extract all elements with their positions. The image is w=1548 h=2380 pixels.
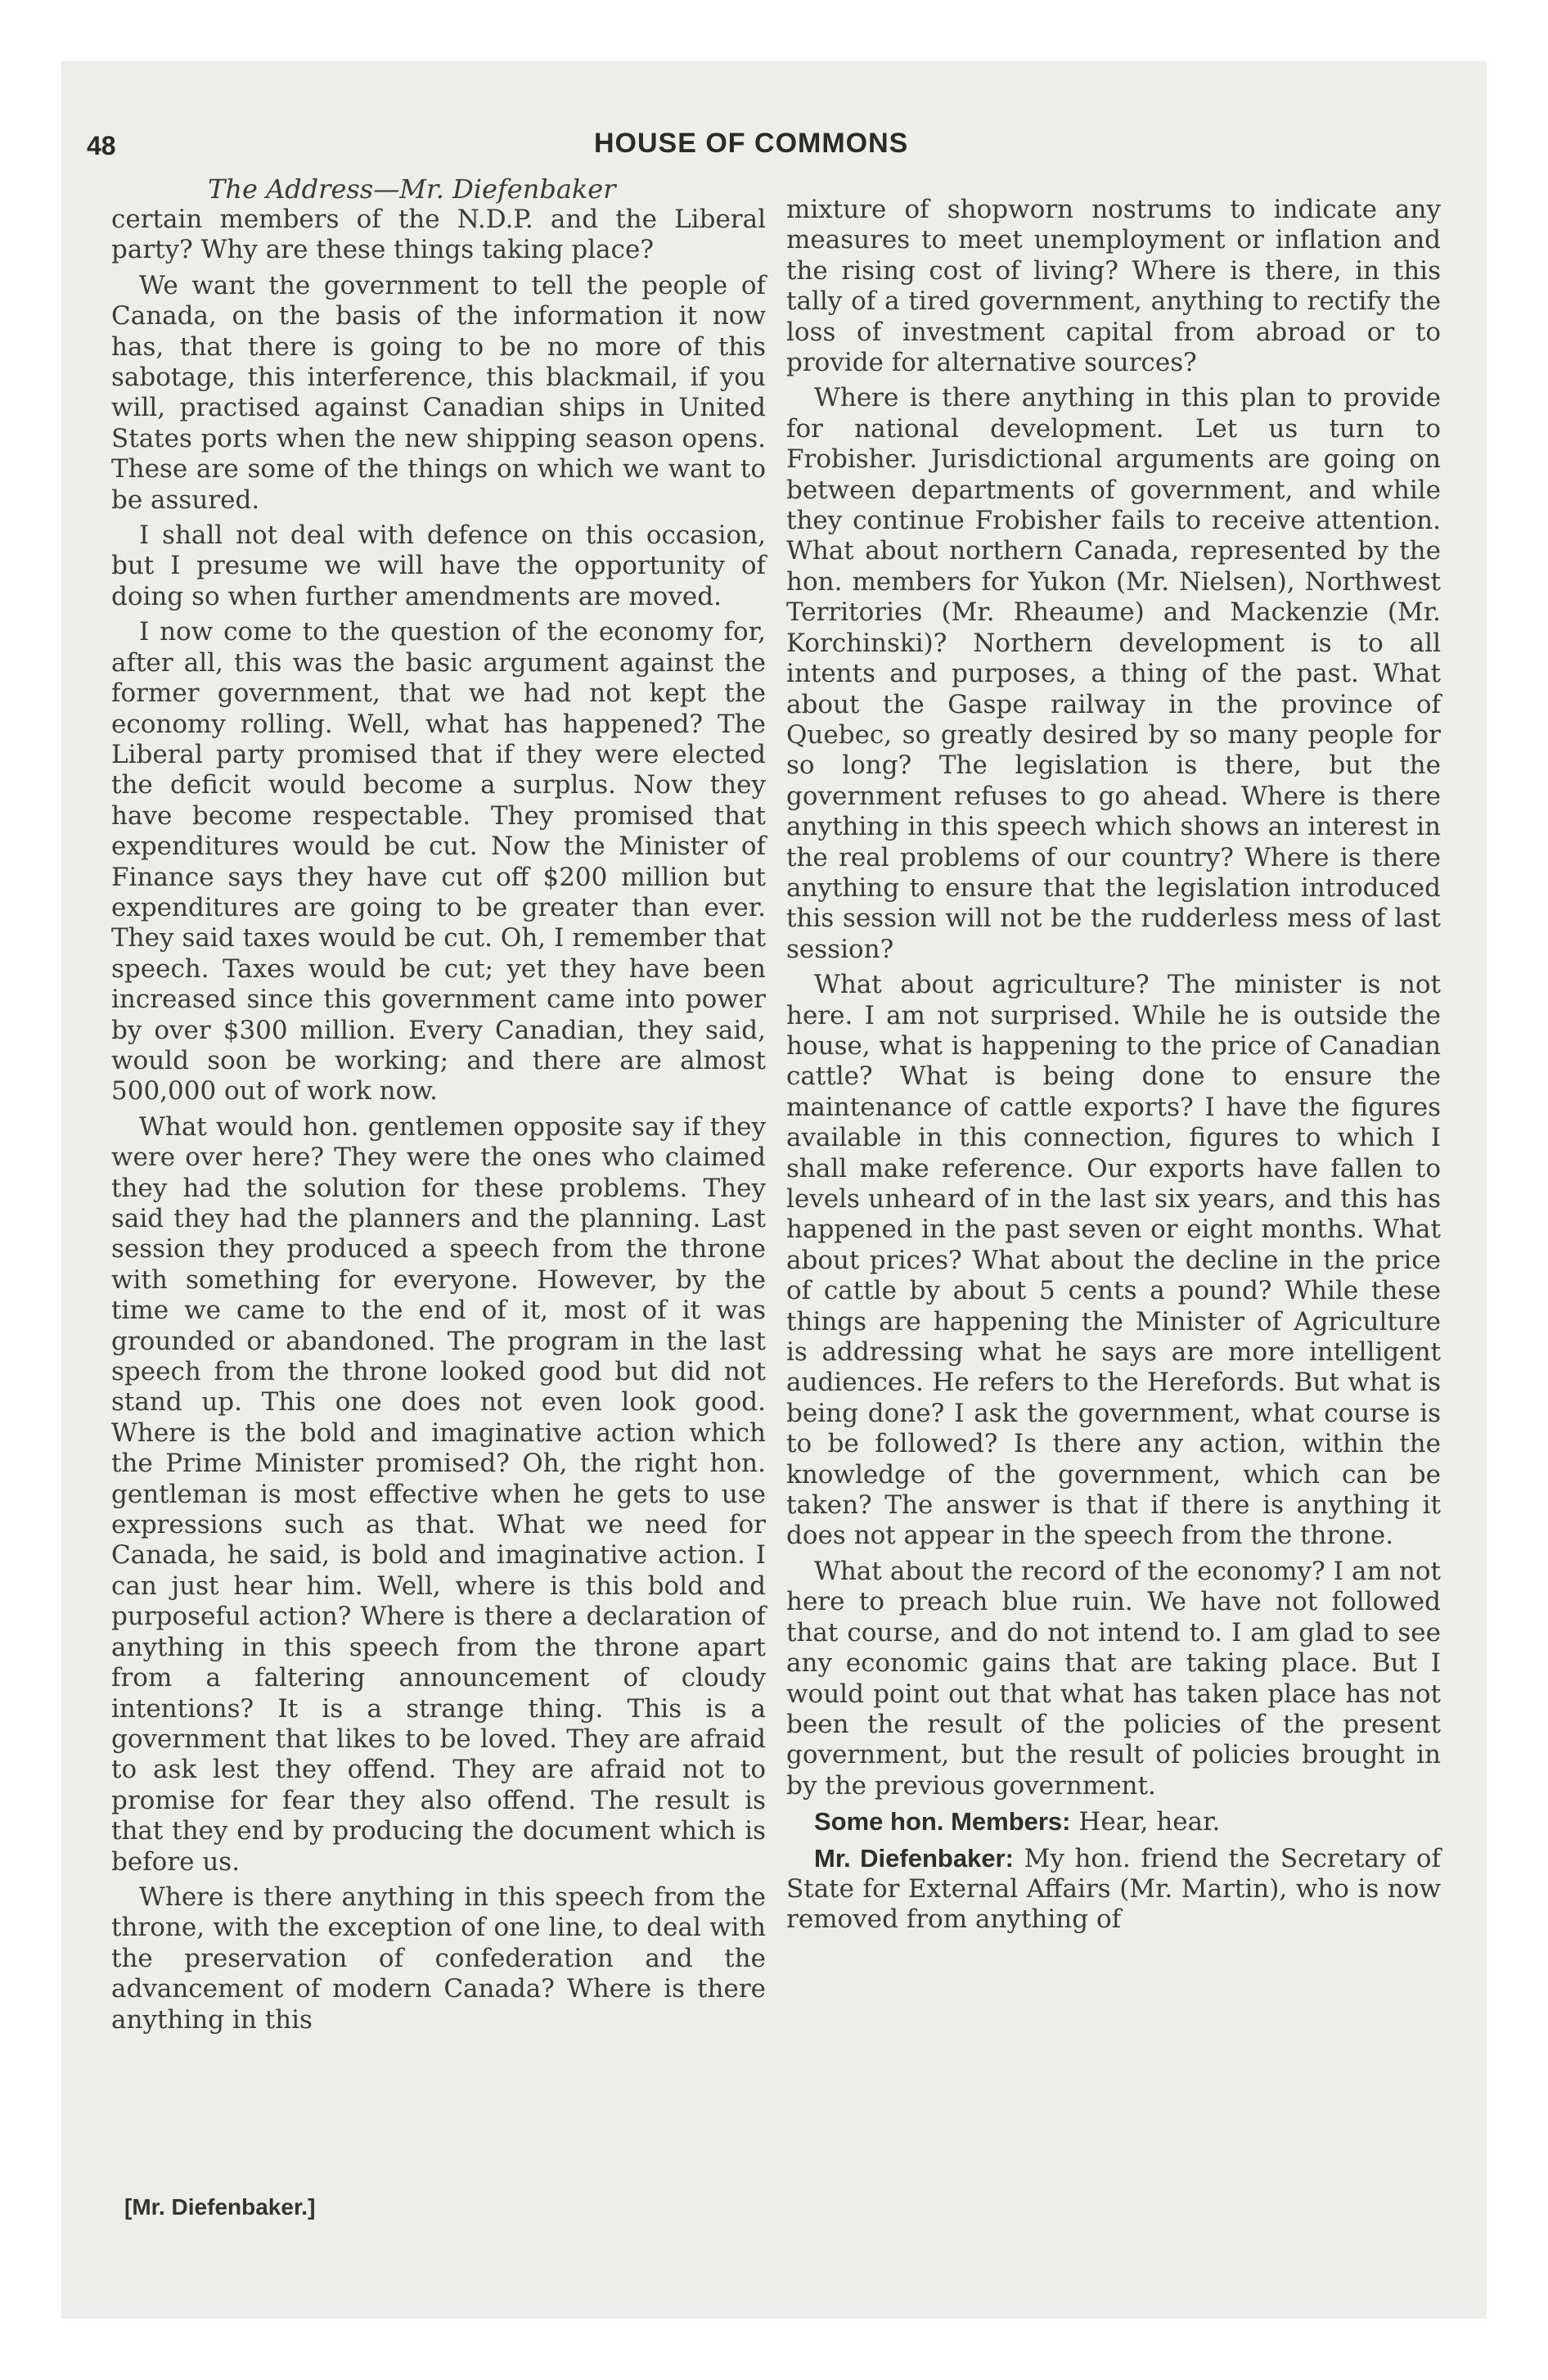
speaker-label: Mr. Diefenbaker:: [814, 1843, 1014, 1873]
running-head: HOUSE OF COMMONS: [594, 128, 909, 159]
paragraph: What about the record of the economy? I am not here to preach blue ruin. We have not followed that course, and do not intend to. I am glad to see any economic gains that are taking place. But I would point out that what has taken place has not been the result of the policies of the present government, but the result of policies brought in by the previous government.: [786, 1556, 1441, 1801]
paragraph: What would hon. gentlemen opposite say if they were over here? They were the ones who claimed they had the solution for these problems. They said they had the planners and the planning. Last session they produced a speech from the throne with something for everyone. However, by the time we came to the end of it, most of it was grounded or abandoned. The program in the last speech from the throne looked good but did not stand up. This one does not even look good. Where is the bold and imaginative action which the Prime Minister promised? Oh, the right hon. gentleman is most effective when he gets to use expressions such as that. What we need for Canada, he said, is bold and imaginative action. I can just hear him. Well, where is this bold and purposeful action? Where is there a declaration of anything in this speech from the throne apart from a faltering announcement of cloudy intentions? It is a strange thing. This is a government that likes to be loved. They are afraid to ask lest they offend. They are afraid not to promise for fear they also offend. The result is that they end by producing the document which is before us.: [111, 1111, 766, 1877]
speaker-label: Some hon. Members:: [814, 1807, 1071, 1837]
left-column: [111, 205, 766, 2040]
speaker-paragraph: [786, 1806, 1441, 1837]
speaker-paragraph: [786, 1843, 1441, 1936]
footer-speaker: [Mr. Diefenbaker.]: [124, 2194, 316, 2220]
speech-text: My hon. friend the Secretary of State for External Affairs (Mr. Martin), who is now removed from anything of: [786, 1843, 1441, 1935]
paragraph: I now come to the question of the economy for, after all, this was the basic argument against the former government, that we had not kept the economy rolling. Well, what has happened? The Liberal party promised that if they were elected the deficit would become a surplus. Now they have become respectable. They promised that expenditures would be cut. Now the Minister of Finance says they have cut off $200 million but expenditures are going to be greater than ever. They said taxes would be cut. Oh, I remember that speech. Taxes would be cut; yet they have been increased since this government came into power by over $300 million. Every Canadian, they said, would soon be working; and there are almost 500,000 out of work now.: [111, 617, 766, 1107]
paragraph: mixture of shopworn nostrums to indicate any measures to meet unemployment or inflation and the rising cost of living? Where is there, in this tally of a tired government, anything to rectify the loss of investment capital from abroad or to provide for alternative sources?: [786, 195, 1441, 378]
paragraph: We want the government to tell the people of Canada, on the basis of the information it now has, that there is going to be no more of this sabotage, this interference, this blackmail, if you will, practised against Canadian ships in United States ports when the new shipping season opens. These are some of the things on which we want to be assured.: [111, 270, 766, 515]
right-column: [786, 195, 1441, 1941]
paragraph: Where is there anything in this speech from the throne, with the exception of one line, to deal with the preservation of confederation and the advancement of modern Canada? Where is there anything in this: [111, 1882, 766, 2035]
paragraph: I shall not deal with defence on this occasion, but I presume we will have the opportunity of doing so when further amendments are moved.: [111, 521, 766, 611]
speech-text: Hear, hear.: [1078, 1807, 1221, 1837]
paragraph: certain members of the N.D.P. and the Liberal party? Why are these things taking place?: [111, 205, 766, 265]
section-heading: The Address—Mr. Diefenbaker: [208, 174, 616, 205]
paragraph: What about agriculture? The minister is not here. I am not surprised. While he is outside the house, what is happening to the price of Canadian cattle? What is being done to ensure the maintenance of cattle exports? I have the figures available in this connection, figures to which I shall make reference. Our exports have fallen to levels unheard of in the last six years, and this has happened in the past seven or eight months. What about prices? What about the decline in the price of cattle by about 5 cents a pound? While these things are happening the Minister of Agriculture is addressing what he says are more intelligent audiences. He refers to the Herefords. But what is being done? I ask the government, what course is to be followed? Is there any action, within the knowledge of the government, which can be taken? The answer is that if there is anything it does not appear in the speech from the throne.: [786, 970, 1441, 1551]
page-number: 48: [87, 131, 116, 160]
paragraph: Where is there anything in this plan to provide for national development. Let us turn to Frobisher. Jurisdictional arguments are going on between departments of government, and while they continue Frobisher fails to receive attention. What about northern Canada, represented by the hon. members for Yukon (Mr. Nielsen), Northwest Territories (Mr. Rheaume) and Mackenzie (Mr. Korchinski)? Northern development is to all intents and purposes, a thing of the past. What about the Gaspe railway in the province of Quebec, so greatly desired by so many people for so long? The legislation is there, but the government refuses to go ahead. Where is there anything in this speech which shows an interest in the real problems of our country? Where is there anything to ensure that the legislation introduced this session will not be the rudderless mess of last session?: [786, 383, 1441, 964]
